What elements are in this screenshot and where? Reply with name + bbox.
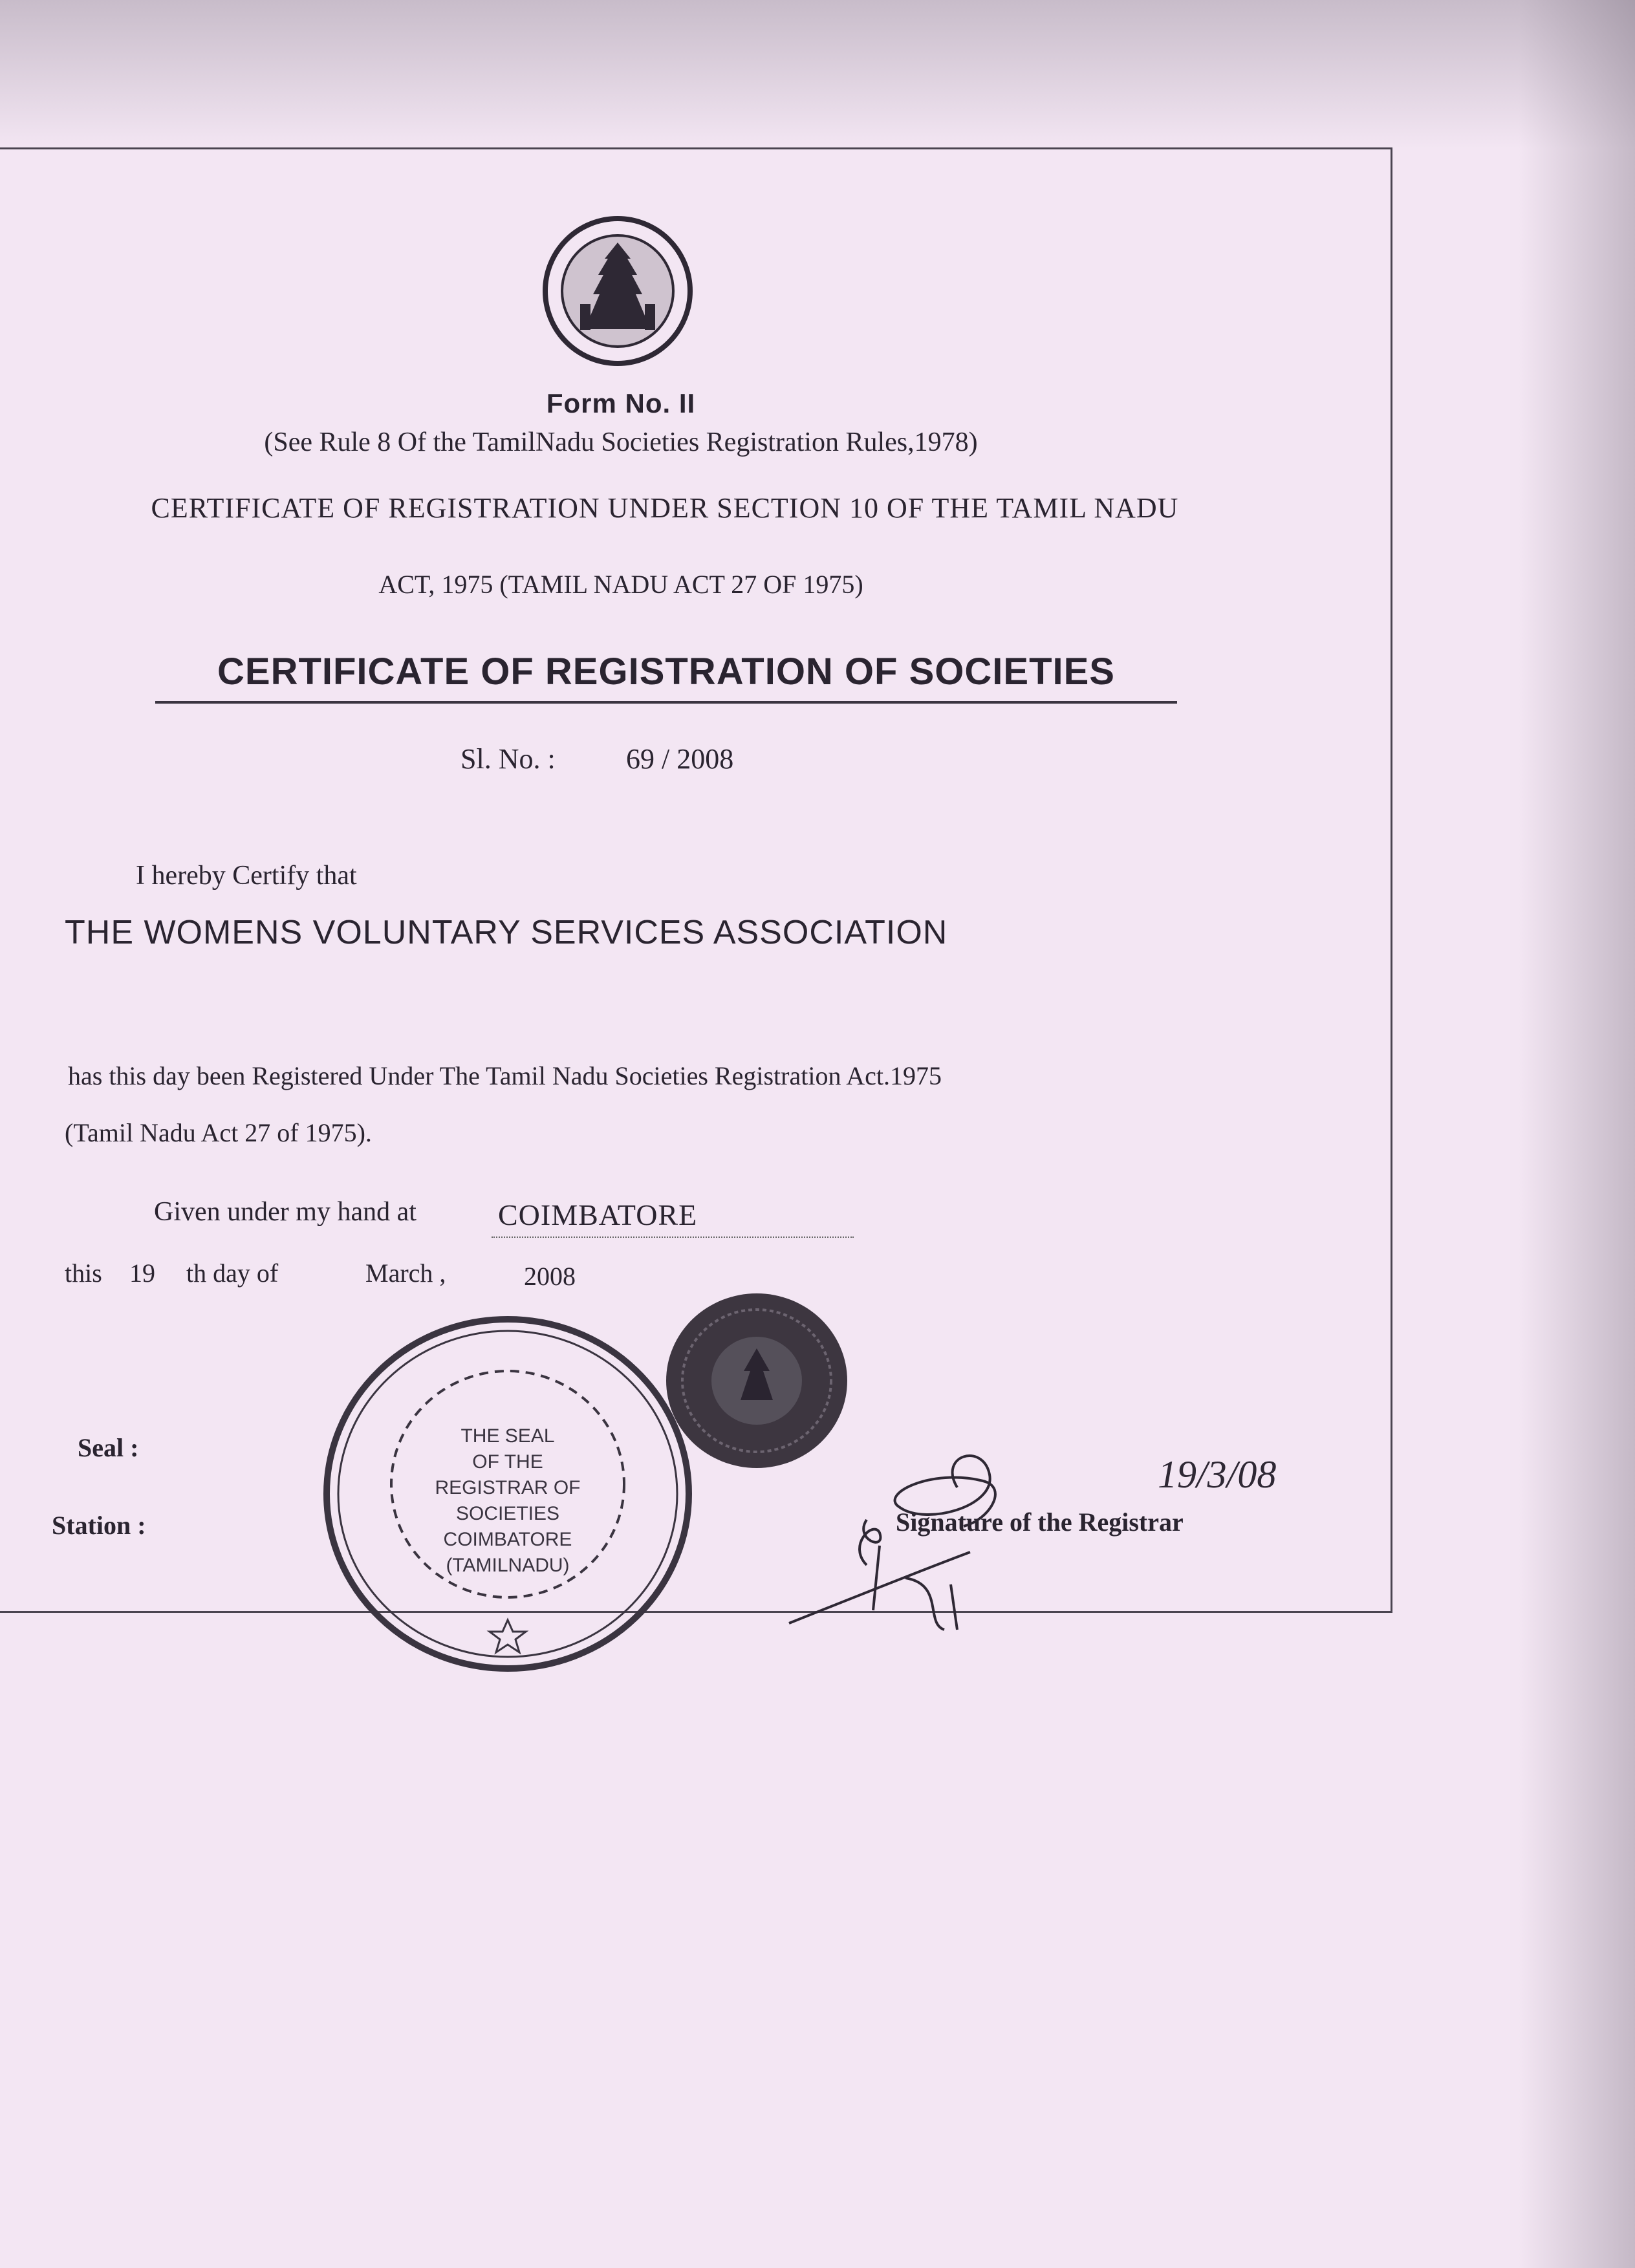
handwritten-date: 19/3/08 (1158, 1453, 1277, 1496)
certificate-heading-line1: CERTIFICATE OF REGISTRATION UNDER SECTION 10 OF THE TAMIL NADU (151, 492, 1179, 524)
certificate-heading-line2: ACT, 1975 (TAMIL NADU ACT 27 OF 1975) (378, 570, 863, 599)
signature-icon (776, 1416, 1294, 1643)
date-month: March , (365, 1258, 446, 1288)
registered-line-2: (Tamil Nadu Act 27 of 1975). (65, 1118, 372, 1147)
date-day: 19 (129, 1258, 155, 1288)
stamp-line-6: (TAMILNADU) (446, 1555, 570, 1576)
stamp-line-5: COIMBATORE (443, 1529, 572, 1550)
scan-shadow-right (1519, 0, 1635, 2268)
date-this-label: this (65, 1258, 102, 1288)
stamp-line-3: REGISTRAR OF (435, 1477, 581, 1498)
form-number: Form No. II (546, 388, 696, 418)
certify-text: I hereby Certify that (136, 861, 357, 891)
serial-value: 69 / 2008 (626, 743, 734, 775)
seal-label: Seal : (78, 1433, 139, 1462)
registered-line-1: has this day been Registered Under The Tamil Nadu Societies Registration Act.1975 (68, 1061, 942, 1090)
rule-reference: (See Rule 8 Of the TamilNadu Societies Registration Rules,1978) (264, 427, 978, 457)
station-label: Station : (52, 1511, 146, 1540)
place-dotted-line (492, 1237, 854, 1238)
stamp-line-2: OF THE (472, 1451, 543, 1473)
signature-label: Signature of the Registrar (896, 1507, 1184, 1537)
main-title: CERTIFICATE OF REGISTRATION OF SOCIETIES (217, 651, 1115, 693)
tamil-nadu-emblem-icon (540, 213, 695, 369)
serial-label: Sl. No. : (460, 743, 556, 775)
date-year: 2008 (524, 1262, 576, 1291)
scan-shadow-top (0, 0, 1635, 149)
date-day-suffix: th day of (186, 1258, 279, 1288)
title-underline (155, 701, 1177, 704)
stamp-line-1: THE SEAL (460, 1425, 555, 1447)
stamp-line-4: SOCIETIES (455, 1503, 560, 1524)
given-label: Given under my hand at (154, 1197, 417, 1227)
given-place: COIMBATORE (498, 1198, 698, 1231)
registrar-seal-icon (317, 1310, 698, 1678)
organization-name: THE WOMENS VOLUNTARY SERVICES ASSOCIATION (65, 914, 948, 951)
